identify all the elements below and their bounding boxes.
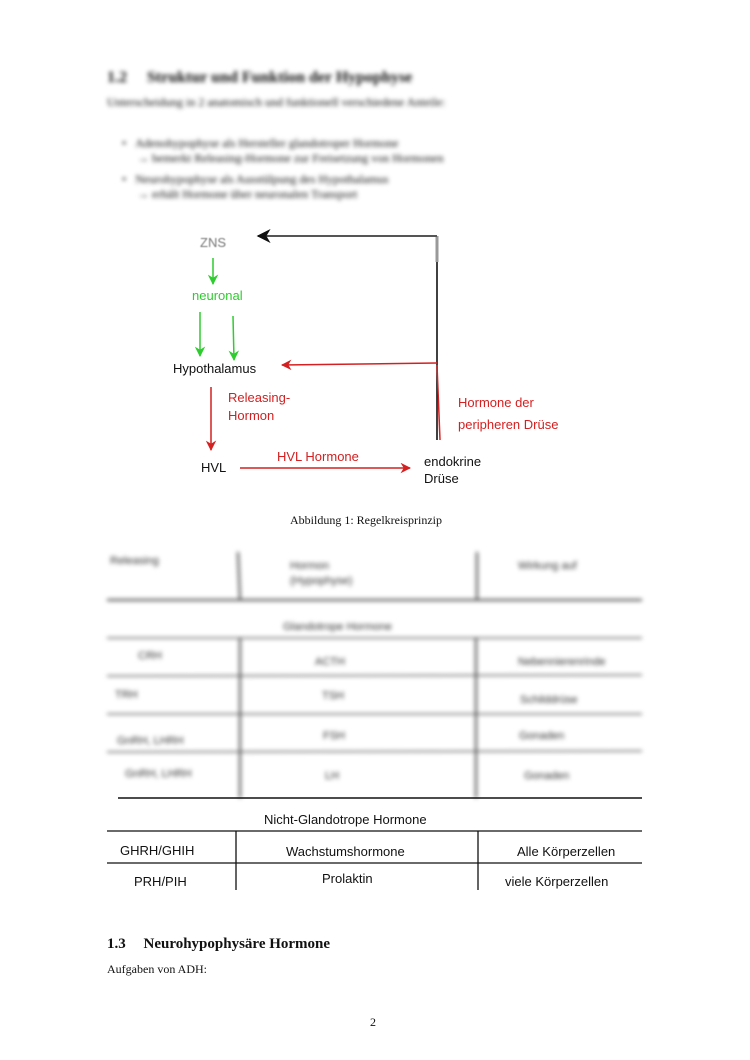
bullet-line: Neurohypophyse als Ausstülpung des Hypothalamus	[135, 172, 389, 186]
table-cell: Gonaden	[524, 770, 570, 782]
table-cell: GnRH, LHRH	[125, 768, 192, 780]
section-title: Neurohypophysäre Hormone	[143, 936, 331, 952]
bullet-icon: •	[122, 136, 127, 150]
table-header-wirkung: Wirkung auf	[518, 560, 577, 572]
arrow-feedback-hypothalamus	[282, 363, 437, 365]
section-number: 1.2	[107, 69, 127, 86]
section-intro: Unterscheidung in 2 anatomisch und funktionell verschiedene Anteile:	[107, 95, 446, 109]
table-cell: GnRH, LHRH	[117, 735, 184, 747]
table-cell: Gonaden	[519, 730, 565, 742]
table-glandotrop-lines	[0, 540, 750, 810]
table-cell: Alle Körperzellen	[517, 844, 616, 859]
table-cell: GHRH/GHIH	[120, 843, 195, 858]
bullet-subline: → bemerkt Releasing-Hormone zur Freisetzung von Hormonen	[137, 151, 444, 165]
table-cell: TRH	[115, 689, 138, 701]
table-header-releasing: Releasing	[110, 555, 159, 567]
regelkreis-diagram	[0, 0, 750, 510]
page-number: 2	[370, 1015, 376, 1029]
section-number: 1.3	[107, 936, 126, 952]
section-heading-1-3	[107, 936, 330, 953]
endokrine-label-1: endokrine	[424, 454, 482, 469]
hvl-hormone-label: HVL Hormone	[277, 449, 359, 464]
bullet-icon: •	[122, 172, 127, 186]
hypothalamus-label: Hypothalamus	[173, 361, 257, 376]
bullet-line: Adenohypophyse als Hersteller glandotroper Hormone	[135, 136, 399, 150]
hvl-label: HVL	[201, 460, 227, 475]
peripheral-label-2: peripheren Drüse	[458, 417, 559, 432]
section-intro: Aufgaben von ADH:	[107, 962, 207, 976]
table-cell: Schilddrüse	[520, 694, 578, 706]
table-cell: LH	[325, 770, 340, 782]
table-header-hormon: Hormon	[290, 560, 330, 572]
nicht-title: Nicht-Glandotrope Hormone	[264, 812, 427, 827]
releasing-label-1: Releasing-	[228, 390, 291, 405]
table-cell: CRH	[138, 650, 162, 662]
table-cell: PRH/PIH	[134, 874, 187, 889]
arrow-neuronal-hypothalamus-2	[233, 316, 234, 360]
endokrine-label-2: Drüse	[424, 471, 459, 486]
figure-caption: Abbildung 1: Regelkreisprinzip	[290, 513, 442, 527]
table-cell: Prolaktin	[322, 871, 373, 886]
section-title: Struktur und Funktion der Hypophyse	[147, 69, 413, 86]
table-cell: Wachstumshormone	[286, 844, 405, 859]
releasing-label-2: Hormon	[228, 408, 275, 423]
peripheral-label-1: Hormone der	[458, 395, 534, 410]
table-cell: viele Körperzellen	[505, 874, 609, 889]
neuronal-label: neuronal	[192, 288, 243, 303]
table-cell: ACTH	[315, 656, 345, 668]
glandotrop-title: Glandotrope Hormone	[283, 621, 392, 633]
table-cell: Nebennierenrinde	[518, 656, 606, 668]
table-cell: TSH	[322, 690, 344, 702]
table-header-hormon-sub: (Hypophyse)	[290, 575, 353, 587]
zns-label: ZNS	[200, 235, 226, 250]
table-cell: FSH	[323, 730, 345, 742]
bullet-subline: → erhält Hormone über neuronalen Transport	[137, 187, 358, 201]
